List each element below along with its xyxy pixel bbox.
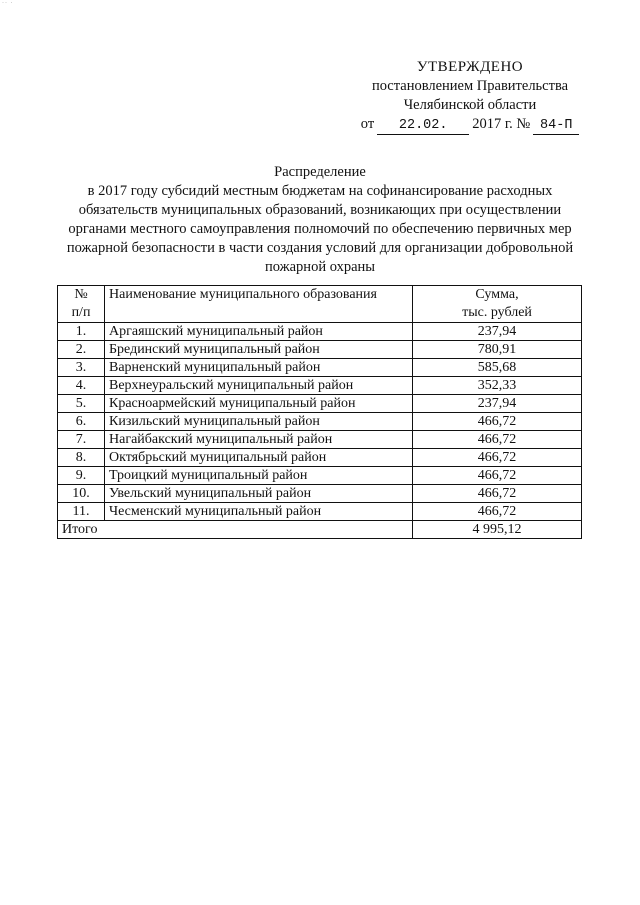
scan-corner-mark: ·· · [2,0,14,6]
table-row [58,377,582,395]
header-sum-line-2: тыс. рублей [462,305,532,320]
distribution-table [57,285,582,539]
row-num: 8. [58,449,105,467]
row-name: Нагайбакский муниципальный район [105,431,413,449]
row-num: 2. [58,341,105,359]
row-num: 9. [58,467,105,485]
date-suffix: 2017 г. № [472,116,531,132]
header-sum [413,286,582,323]
table-row [58,485,582,503]
row-sum: 466,72 [413,431,582,449]
table-row [58,467,582,485]
row-sum: 466,72 [413,467,582,485]
date-prefix: от [360,116,375,132]
total-label: Итого [58,521,413,539]
row-name: Красноармейский муниципальный район [105,395,413,413]
header-num [58,286,105,323]
row-name: Варненский муниципальный район [105,359,413,377]
row-name: Троицкий муниципальный район [105,467,413,485]
table-row [58,359,582,377]
row-name: Аргаяшский муниципальный район [105,323,413,341]
approval-title: УТВЕРЖДЕНО [416,59,524,75]
row-name: Чесменский муниципальный район [105,503,413,521]
row-sum: 585,68 [413,359,582,377]
row-num: 5. [58,395,105,413]
row-num: 4. [58,377,105,395]
row-num: 7. [58,431,105,449]
approval-date-line [340,115,600,135]
approval-number-value: 84-П [533,118,579,135]
approval-date-value: 22.02. [377,118,469,135]
approval-line-2: Челябинской области [403,97,537,113]
row-num: 11. [58,503,105,521]
row-name: Октябрьский муниципальный район [105,449,413,467]
row-sum: 466,72 [413,503,582,521]
approval-block [340,58,600,135]
row-sum: 466,72 [413,485,582,503]
heading-text: в 2017 году субсидий местным бюджетам на софинансирование расходных обязательств муниципальных образований, возникающих при осуществлении органами местного самоуправления полномочий по обеспечению первичных мер пожарной безопасности в части создания условий для организации добровольной пожарной охраны [66,183,574,275]
table-row [58,413,582,431]
heading-title: Распределение [274,164,366,180]
row-num: 3. [58,359,105,377]
table-row [58,395,582,413]
row-sum: 237,94 [413,395,582,413]
table-row [58,503,582,521]
document-heading [55,163,585,277]
table-row [58,323,582,341]
row-name: Брединский муниципальный район [105,341,413,359]
row-num: 1. [58,323,105,341]
row-name: Верхнеуральский муниципальный район [105,377,413,395]
header-name: Наименование муниципального образования [105,286,413,323]
row-sum: 780,91 [413,341,582,359]
row-num: 10. [58,485,105,503]
row-sum: 466,72 [413,413,582,431]
table-total-row [58,521,582,539]
table-row [58,341,582,359]
table-row [58,431,582,449]
table-header-row [58,286,582,323]
approval-line-1: постановлением Правительства [371,78,569,94]
row-sum: 466,72 [413,449,582,467]
row-sum: 237,94 [413,323,582,341]
total-sum: 4 995,12 [413,521,582,539]
header-sum-line-1: Сумма, [475,287,519,302]
row-sum: 352,33 [413,377,582,395]
header-num-line-1: № [74,287,88,302]
row-name: Кизильский муниципальный район [105,413,413,431]
row-name: Увельский муниципальный район [105,485,413,503]
row-num: 6. [58,413,105,431]
table-row [58,449,582,467]
header-num-line-2: п/п [71,305,91,320]
